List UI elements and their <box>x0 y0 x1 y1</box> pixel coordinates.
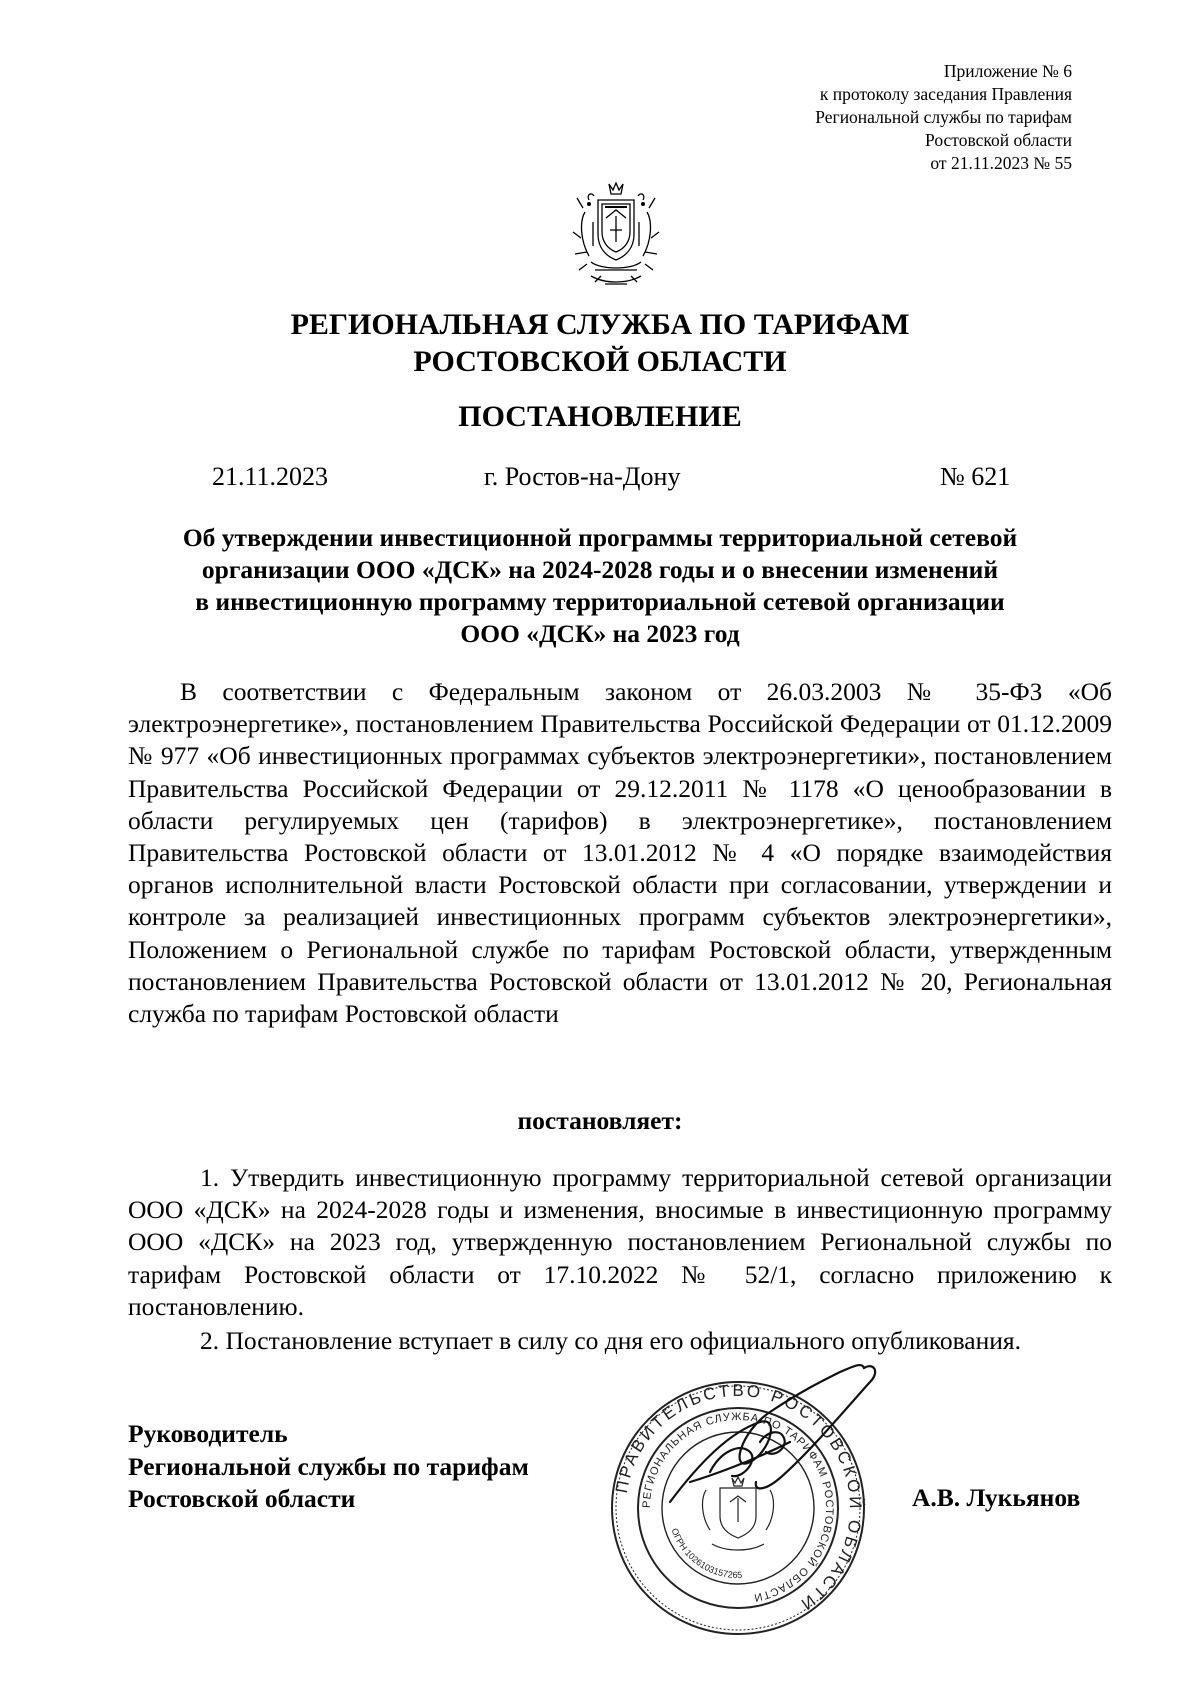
subject-line: организации ООО «ДСК» на 2024-2028 годы и о внесении изменений <box>201 555 999 584</box>
resolution-item: 2. Постановление вступает в силу со дня его официального опубликования. <box>200 1326 1021 1355</box>
annex-header <box>652 60 1072 175</box>
document-place: г. Ростов-на-Дону <box>484 462 681 491</box>
resolution-item: 1. Утвердить инвестиционную программу территориальной сетевой организации ООО «ДСК» на 2024-2028 годы и изменения, вносимые в инвестиционную программу ООО «ДСК» на 2023 год, утвержденную постановлением Региональной службы по тарифам Ростовской области от 17.10.2022 № 52/1, согласно приложению к постановлению. <box>128 1163 1112 1321</box>
document-subject <box>140 522 1060 650</box>
stamp-outer-text: ПРАВИТЕЛЬСТВО РОСТОВСКОЙ ОБЛАСТИ <box>611 1380 866 1616</box>
signer-title <box>128 1418 529 1516</box>
document-number: № 621 <box>940 462 1011 491</box>
subject-line: Об утверждении инвестиционной программы территориальной сетевой <box>182 523 1018 552</box>
document-date: 21.11.2023 <box>212 462 329 491</box>
annex-line: Ростовской области <box>925 130 1072 150</box>
signer-name: А.В. Лукьянов <box>912 1483 1081 1512</box>
subject-line: в инвестиционную программу территориальной сетевой организации <box>195 587 1005 616</box>
annex-line: от 21.11.2023 № 55 <box>930 153 1072 173</box>
annex-line: Региональной службы по тарифам <box>815 107 1072 127</box>
stamp-ogrn-text: ОГРН 1026103157265 <box>669 1526 743 1581</box>
preamble-paragraph: В соответствии с Федеральным законом от 26.03.2003 № 35-ФЗ «Об электроэнергетике», постановлением Правительства Российской Федерации от 01.12.2009 № 977 «Об инвестиционных программах субъектов электроэнергетики», постановлением Правительства Российской Федерации от 29.12.2011 № 1178 «О ценообразовании в области регулируемых цен (тарифов) в электроэнергетике», постановлением Правительства Ростовской области от 13.01.2012 № 4 «О порядке взаимодействия органов исполнительной власти Ростовской области при согласовании, утверждении и контроле за реализацией инвестиционных программ субъектов электроэнергетики», Положением о Региональной службе по тарифам Ростовской области, утвержденным постановлением Правительства Ростовской области от 13.01.2012 № 20, Региональная служба по тарифам Ростовской области <box>128 677 1112 1029</box>
handwritten-signature <box>650 1352 910 1552</box>
signer-title-line: Ростовской области <box>128 1484 356 1513</box>
org-title-line: РОСТОВСКОЙ ОБЛАСТИ <box>413 345 787 378</box>
annex-line: к протоколу заседания Правления <box>819 84 1072 104</box>
resolves-heading: постановляет: <box>517 1106 683 1135</box>
signer-title-line: Региональной службы по тарифам <box>128 1451 529 1481</box>
organization-title <box>0 306 1200 380</box>
stamp-inner-text: РЕГИОНАЛЬНАЯ СЛУЖБА ПО ТАРИФАМ РОСТОВСКОЙ ОБЛАСТИ <box>640 1410 836 1604</box>
coat-of-arms-icon <box>565 178 667 290</box>
org-title-line: РЕГИОНАЛЬНАЯ СЛУЖБА ПО ТАРИФАМ <box>290 308 910 341</box>
annex-line: Приложение № 6 <box>943 61 1072 81</box>
subject-line: ООО «ДСК» на 2023 год <box>460 619 740 648</box>
signer-title-line: Руководитель <box>128 1419 288 1448</box>
document-type: ПОСТАНОВЛЕНИЕ <box>458 400 742 433</box>
